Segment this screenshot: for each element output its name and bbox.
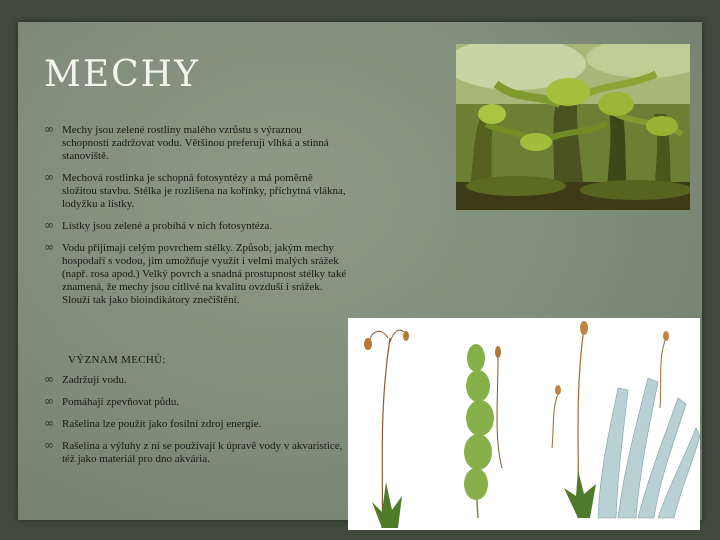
infinity-bullet-icon: ∞ — [44, 170, 54, 184]
section-subheading: VÝZNAM MECHŮ: — [68, 354, 166, 366]
moss-species-illustration — [348, 318, 700, 530]
list-item-text: Zadržují vodu. — [62, 374, 127, 386]
list-item-text: Mechy jsou zelené rostliny malého vzrůstu s výraznou schopností zadržovat vodu. Většinou preferují vlhká a stinná stanoviště. — [62, 124, 329, 162]
infinity-bullet-icon: ∞ — [44, 372, 54, 386]
list-item-text: Lístky jsou zelené a probíhá v nich fotosyntéza. — [62, 220, 273, 232]
list-item — [44, 374, 350, 387]
list-item-text: Mechová rostlinka je schopná fotosyntézy a má poměrně složitou stavbu. Stélka je rozlišena na kořínky, příchytná vlákna, lodyžku a lístky. — [62, 172, 346, 210]
list-item-text: Rašelina a výluhy z ní se používají k úpravě vody v akvaristice, též jako materiál pro dno akvária. — [62, 440, 343, 465]
list-item — [44, 396, 350, 409]
list-item — [44, 418, 350, 431]
list-item — [44, 220, 350, 233]
list-item — [44, 242, 350, 307]
infinity-bullet-icon: ∞ — [44, 240, 54, 254]
list-item — [44, 440, 350, 466]
list-item-text: Pomáhají zpevňovat půdu. — [62, 396, 180, 408]
list-item-text: Rašelina lze použít jako fosilní zdroj energie. — [62, 418, 262, 430]
slide-title: MECHY — [44, 54, 200, 95]
infinity-bullet-icon: ∞ — [44, 218, 54, 232]
infinity-bullet-icon: ∞ — [44, 438, 54, 452]
mossy-forest-photo — [456, 44, 690, 210]
description-list — [44, 124, 350, 316]
list-item — [44, 124, 350, 163]
infinity-bullet-icon: ∞ — [44, 394, 54, 408]
significance-list — [44, 374, 350, 475]
list-item-text: Vodu přijímají celým povrchem stélky. Způsob, jakým mechy hospodaří s vodou, jim umožňuje využít i velmi malých srážek (např. rosa apod.) Velký povrch a snadná prostupnost stélky také znamená, že mechy jsou citlivé na kvalitu ovzduší i srážek. Slouží tak jako bioindikátory znečištění. — [62, 242, 347, 306]
infinity-bullet-icon: ∞ — [44, 122, 54, 136]
mossy-forest-image — [456, 44, 690, 210]
moss-drawing — [348, 318, 700, 530]
list-item — [44, 172, 350, 211]
infinity-bullet-icon: ∞ — [44, 416, 54, 430]
